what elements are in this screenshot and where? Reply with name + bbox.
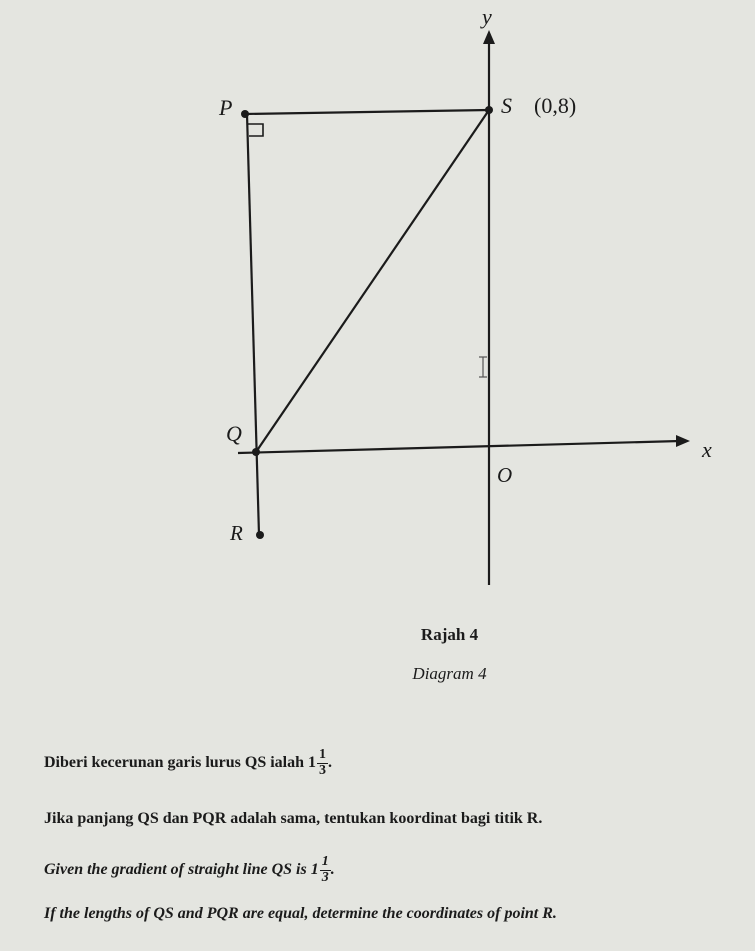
gradient-fraction-en xyxy=(320,855,331,885)
diagram-caption-english: Diagram 4 xyxy=(412,664,487,683)
gradient-whole-en: 1 xyxy=(310,861,319,879)
question-ms-line2: Jika panjang QS dan PQR adalah sama, tentukan koordinat bagi titik R. xyxy=(44,810,543,827)
line-ps xyxy=(245,110,489,114)
x-axis-arrow xyxy=(676,435,690,447)
x-axis-label: x xyxy=(702,437,712,462)
point-q-label: Q xyxy=(226,421,242,446)
gradient-numerator-en: 1 xyxy=(321,854,329,869)
point-s-coords: (0,8) xyxy=(534,93,577,118)
question-en-line2: If the lengths of QS and PQR are equal, determine the coordinates of point R. xyxy=(44,905,557,922)
line-qs xyxy=(256,110,489,452)
diagram-caption-malay: Rajah 4 xyxy=(420,625,479,644)
point-s-dot xyxy=(485,106,493,114)
right-angle-marker xyxy=(248,124,263,136)
gradient-whole: 1 xyxy=(308,754,317,772)
y-axis-arrow xyxy=(483,30,495,44)
gradient-fraction xyxy=(317,748,328,778)
question-en-line1: Given the gradient of straight line QS is 1 $\frac{1}{3}$ . xyxy=(44,854,335,885)
question-en-line1-text: Given the gradient of straight line QS is xyxy=(44,860,307,878)
point-r-label: R xyxy=(230,521,243,545)
y-axis-label: y xyxy=(482,4,492,29)
question-ms-line1: Diberi kecerunan garis lurus QS ialah 1 $\frac{1}{3}$ . xyxy=(44,747,333,778)
point-p-label: P xyxy=(219,95,233,120)
x-axis xyxy=(238,441,680,453)
question-ms-line1-text: Diberi kecerunan garis lurus QS ialah xyxy=(44,753,305,771)
gradient-denominator-en: 3 xyxy=(321,869,329,885)
line-pqr xyxy=(247,114,259,535)
point-q-dot xyxy=(252,448,260,456)
origin-label: O xyxy=(497,463,513,487)
point-s-label: S xyxy=(501,93,512,118)
text-cursor-icon xyxy=(479,357,487,377)
point-p-dot xyxy=(241,110,249,118)
gradient-denominator: 3 xyxy=(319,762,327,778)
gradient-numerator: 1 xyxy=(319,747,327,762)
point-r-dot xyxy=(256,531,264,539)
